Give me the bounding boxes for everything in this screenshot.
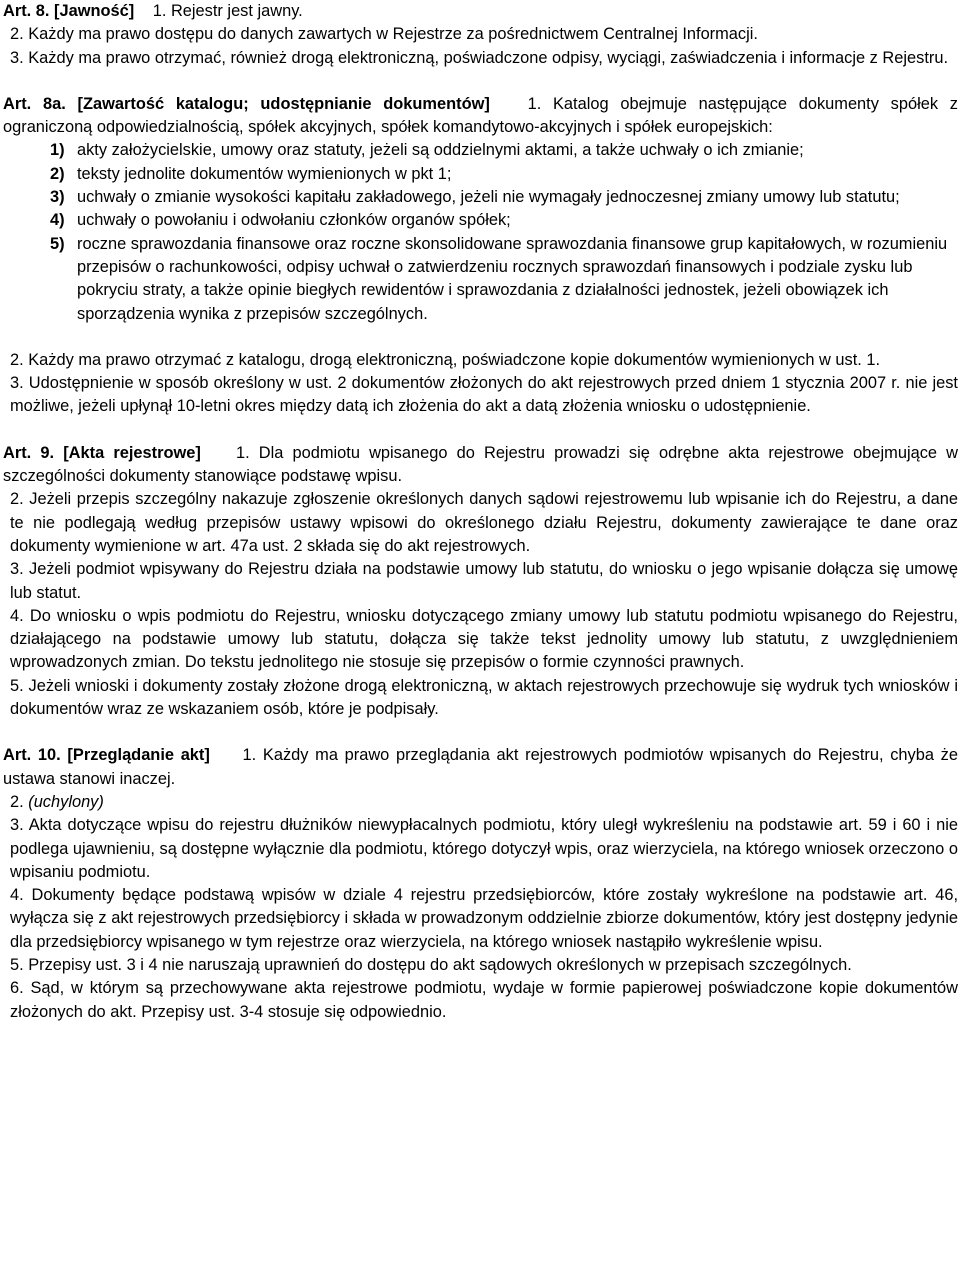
- art8a-para-2: 2. Każdy ma prawo otrzymać z katalogu, drogą elektroniczną, poświadczone kopie dokumentów wymienionych w ust. 1.: [10, 350, 881, 369]
- art8a-heading: [3, 93, 958, 140]
- art8-para-1: 1. Rejestr jest jawny.: [152, 2, 303, 20]
- art10-para-2: [3, 791, 958, 814]
- art10-number: Art. 10.: [3, 746, 61, 765]
- art10-heading: [3, 744, 958, 791]
- art10-para-4: 4. Dokumenty będące podstawą wpisów w dziale 4 rejestru przedsiębiorców, które zostały wykreślone na podstawie art. 46, wyłącza się z akt rejestrowych przedsiębiorcy i składa w prowadzonym oddzielnie zbiorze dokumentów, który jest dostępny jedynie dla przedsiębiorcy wpisanego w tym rejestrze oraz wierzyciela, na którego wniosek nastąpiło wykreślenie wpisu.: [10, 886, 958, 951]
- art9-number: Art. 9.: [3, 443, 55, 462]
- art8a-document-list: [3, 139, 958, 325]
- art9-para-3: 3. Jeżeli podmiot wpisywany do Rejestru działa na podstawie umowy lub statutu, do wniosku o jego wpisanie dołącza się umowę lub statut.: [10, 560, 958, 602]
- art9-para-5: 5. Jeżeli wnioski i dokumenty zostały złożone drogą elektroniczną, w aktach rejestrowych przechowuje się wydruk tych wniosków i dokumentów wraz ze wskazaniem osób, które je podpisały.: [10, 676, 958, 719]
- art9-title: [Akta rejestrowe]: [63, 443, 201, 462]
- list-item: 3) uchwały o zmianie wysokości kapitału zakładowego, jeżeli nie wymagały jednoczesnej zmiany umowy lub statutu;: [50, 188, 900, 207]
- art10-para-1: 1. Każdy ma prawo przeglądania akt rejestrowych podmiotów wpisanych do Rejestru, chyba że ustawa stanowi inaczej.: [3, 746, 958, 788]
- list-item: 4) uchwały o powołaniu i odwołaniu członków organów spółek;: [50, 211, 511, 230]
- art8a-para-1: 1. Katalog obejmuje następujące dokumenty spółek z ograniczoną odpowiedzialnością, spółek akcyjnych, spółek komandytowo-akcyjnych i spółek europejskich:: [3, 94, 959, 137]
- art8a-number: Art. 8a.: [3, 94, 66, 113]
- art8a-para-3: 3. Udostępnienie w sposób określony w ust. 2 dokumentów złożonych do akt rejestrowych przed dniem 1 stycznia 2007 r. nie jest możliwe, jeżeli upłynął 10-letni okres między datą ich złożenia do akt a datą złożenia wniosku o udostępnienie.: [10, 374, 958, 416]
- art8-title: [Jawność]: [54, 2, 135, 20]
- list-item: 5) roczne sprawozdania finansowe oraz roczne skonsolidowane sprawozdania finansowe grup kapitałowych, w rozumieniu przepisów o rachunkowości, odpisy uchwał o zatwierdzeniu rocznych sprawozdań finansowych i podziale zysku lub pokryciu straty, a także opinie biegłych rewidentów i sprawozdania z działalności jednostek, jeżeli obowiązek ich sporządzenia wynika z przepisów szczególnych.: [50, 234, 948, 323]
- art9-para-2: 2. Jeżeli przepis szczególny nakazuje zgłoszenie określonych danych sądowi rejestrowemu lub wpisanie ich do Rejestru, a dane te nie podlegają według przepisów ustawy wpisowi do określonego działu Rejestru, dokumenty zawierające te dane oraz dokumenty wymienione w art. 47a ust. 2 składa się do akt rejestrowych.: [10, 490, 958, 555]
- art9-para-4: 4. Do wniosku o wpis podmiotu do Rejestru, wniosku dotyczącego zmiany umowy lub statutu podmiotu wpisanego do Rejestru, działającego na podstawie umowy lub statutu, dołącza się także tekst jednolity umowy lub statutu, z uwzględnieniem wprowadzonych zmian. Do tekstu jednolitego nie stosuje się przepisów o formie czynności prawnych.: [10, 606, 958, 672]
- art8-para-3: 3. Każdy ma prawo otrzymać, również drogą elektroniczną, poświadczone odpisy, wyciągi, zaświadczenia i informacje z Rejestru.: [10, 48, 949, 67]
- art8a-title: [Zawartość katalogu; udostępnianie dokumentów]: [77, 94, 490, 113]
- art10-para-5: 5. Przepisy ust. 3 i 4 nie naruszają uprawnień do dostępu do akt sądowych określonych w przepisach szczególnych.: [10, 955, 852, 974]
- art8-heading: [3, 0, 958, 23]
- list-item: 2) teksty jednolite dokumentów wymienionych w pkt 1;: [50, 164, 452, 183]
- art10-para-2-number: 2.: [10, 792, 24, 811]
- art9-para-1: 1. Dla podmiotu wpisanego do Rejestru prowadzi się odrębne akta rejestrowe obejmujące w szczególności dokumenty stanowiące podstawę wpisu.: [3, 443, 958, 486]
- art10-title: [Przeglądanie akt]: [67, 746, 210, 765]
- art8-number: Art. 8.: [3, 2, 50, 20]
- art8-para-2: 2. Każdy ma prawo dostępu do danych zawartych w Rejestrze za pośrednictwem Centralnej Informacji.: [10, 25, 758, 44]
- list-item: 1) akty założycielskie, umowy oraz statuty, jeżeli są oddzielnymi aktami, a także uchwały o ich zmianie;: [50, 141, 804, 160]
- art10-para-6: 6. Sąd, w którym są przechowywane akta rejestrowe podmiotu, wydaje w formie papierowej poświadczone kopie dokumentów złożonych do akt. Przepisy ust. 3-4 stosuje się odpowiednio.: [10, 979, 958, 1021]
- art10-para-2-repealed: (uchylony): [28, 792, 104, 811]
- art10-para-3: 3. Akta dotyczące wpisu do rejestru dłużników niewypłacalnych podmiotu, który uległ wykreśleniu na podstawie art. 59 i 60 i nie podlega ujawnieniu, są dostępne wyłącznie dla podmiotu, którego dotyczył wpis, oraz wierzyciela, na którego wniosek orzeczono o wpisaniu podmiotu.: [10, 816, 958, 881]
- art9-heading: [3, 442, 958, 489]
